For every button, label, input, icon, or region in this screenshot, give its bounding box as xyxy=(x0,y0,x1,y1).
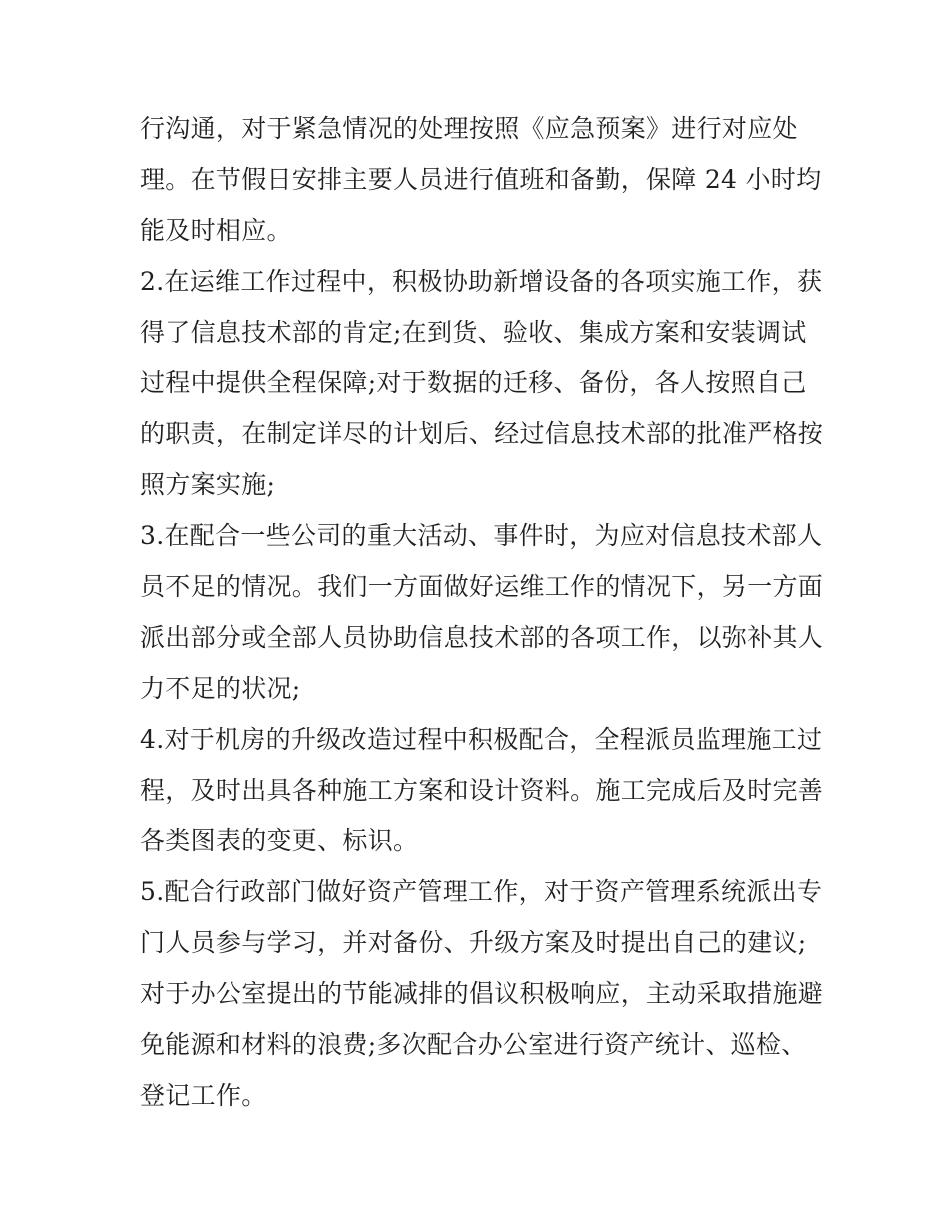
document-body xyxy=(140,104,824,1122)
text-line: 2.在运维工作过程中，积极协助新增设备的各项实施工作，获 xyxy=(140,266,823,296)
text-line: 5.配合行政部门做好资产管理工作，对于资产管理系统派出专 xyxy=(140,877,823,907)
text-line: 得了信息技术部的肯定;在到货、验收、集成方案和安装调试 xyxy=(140,317,807,347)
text-line: 照方案实施; xyxy=(140,470,276,500)
text-line: 过程中提供全程保障;对于数据的迁移、备份，各人按照自己 xyxy=(140,368,807,398)
text-line: 登记工作。 xyxy=(140,1080,267,1110)
text-line: 能及时相应。 xyxy=(140,215,292,245)
text-line: 4.对于机房的升级改造过程中积极配合，全程派员监理施工过 xyxy=(140,724,823,754)
text-line: 对于办公室提出的节能减排的倡议积极响应，主动采取措施避 xyxy=(140,979,824,1009)
text-line: 派出部分或全部人员协助信息技术部的各项工作，以弥补其人 xyxy=(140,622,824,652)
text-line: 理。在节假日安排主要人员进行值班和备勤，保障 24 小时均 xyxy=(140,164,822,194)
text-line: 行沟通，对于紧急情况的处理按照《应急预案》进行对应处 xyxy=(140,114,798,143)
text-line: 门人员参与学习，并对备份、升级方案及时提出自己的建议; xyxy=(140,928,807,958)
text-line: 程，及时出具各种施工方案和设计资料。施工完成后及时完善 xyxy=(140,775,824,805)
text-line: 力不足的状况; xyxy=(140,673,301,703)
text-line: 免能源和材料的浪费;多次配合办公室进行资产统计、巡检、 xyxy=(140,1030,807,1060)
text-line: 3.在配合一些公司的重大活动、事件时，为应对信息技术部人 xyxy=(140,521,823,551)
text-line: 员不足的情况。我们一方面做好运维工作的情况下，另一方面 xyxy=(140,572,824,602)
text-line: 各类图表的变更、标识。 xyxy=(140,826,419,856)
text-line: 的职责，在制定详尽的计划后、经过信息技术部的批准严格按 xyxy=(140,419,824,449)
